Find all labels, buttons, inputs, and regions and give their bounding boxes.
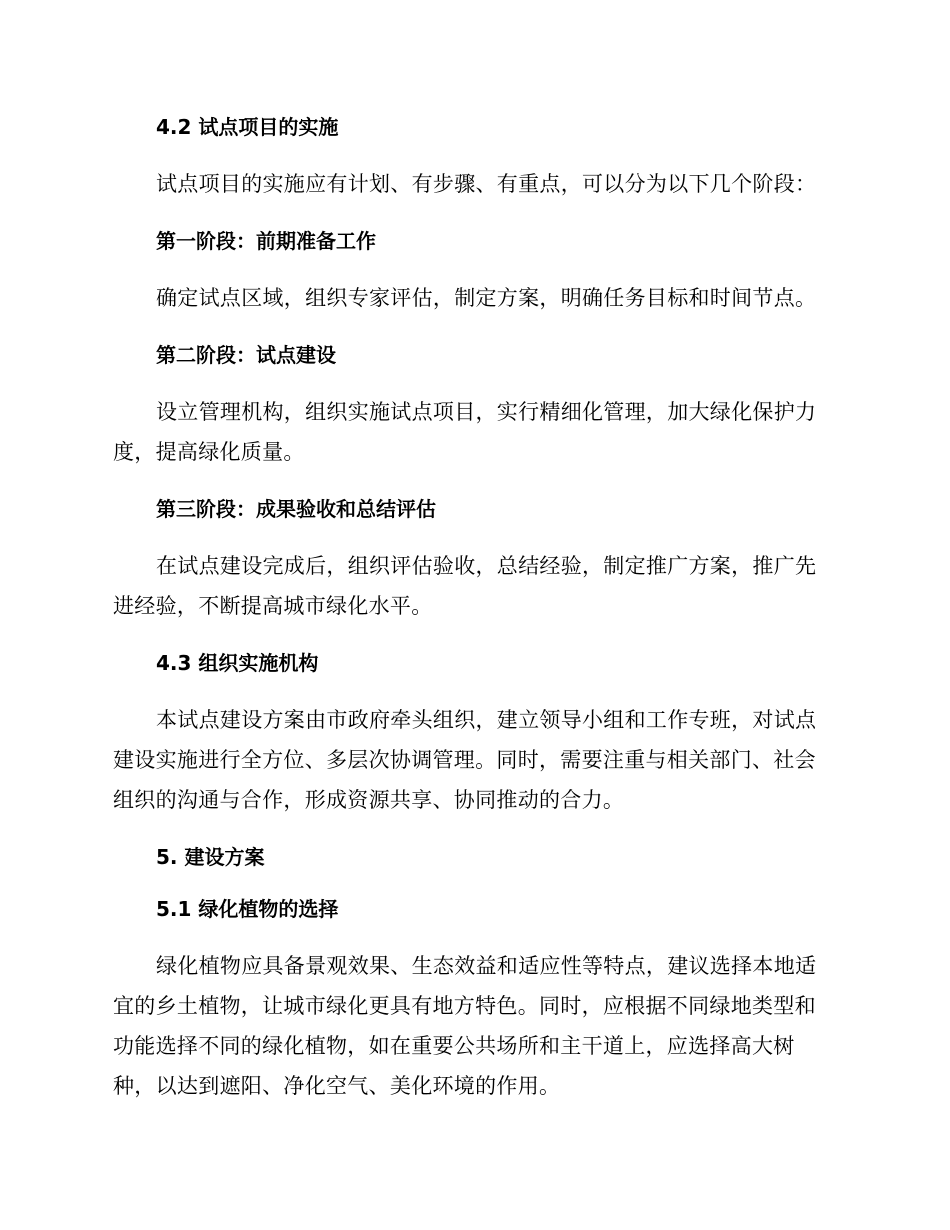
section-heading-4-2: 4.2 试点项目的实施	[156, 115, 339, 139]
section-heading-5-1: 5.1 绿化植物的选择	[156, 897, 339, 921]
section-heading-5: 5. 建设方案	[156, 845, 265, 869]
paragraph-plant-selection: 绿化植物应具备景观效果、生态效益和适应性等特点，建议选择本地适宜的乡土植物，让城市绿化更具有地方特色。同时，应根据不同绿地类型和功能选择不同的绿化植物，如在重要公共场所和主干道上，应选择高大树种，以达到遮阳、净化空气、美化环境的作用。	[113, 954, 817, 1098]
paragraph-phase-2: 设立管理机构，组织实施试点项目，实行精细化管理，加大绿化保护力度，提高绿化质量。	[113, 400, 817, 464]
paragraph-organization: 本试点建设方案由市政府牵头组织，建立领导小组和工作专班，对试点建设实施进行全方位、多层次协调管理。同时，需要注重与相关部门、社会组织的沟通与合作，形成资源共享、协同推动的合力。	[113, 708, 817, 812]
paragraph-phase-3: 在试点建设完成后，组织评估验收，总结经验，制定推广方案，推广先进经验，不断提高城市绿化水平。	[113, 554, 817, 618]
paragraph-phase-1: 确定试点区域，组织专家评估，制定方案，明确任务目标和时间节点。	[156, 286, 817, 310]
paragraph-intro-phases: 试点项目的实施应有计划、有步骤、有重点，可以分为以下几个阶段：	[156, 172, 817, 196]
phase-heading-1: 第一阶段：前期准备工作	[156, 229, 376, 253]
phase-heading-3: 第三阶段：成果验收和总结评估	[156, 497, 436, 521]
phase-heading-2: 第二阶段：试点建设	[156, 343, 336, 367]
section-heading-4-3: 4.3 组织实施机构	[156, 651, 319, 675]
